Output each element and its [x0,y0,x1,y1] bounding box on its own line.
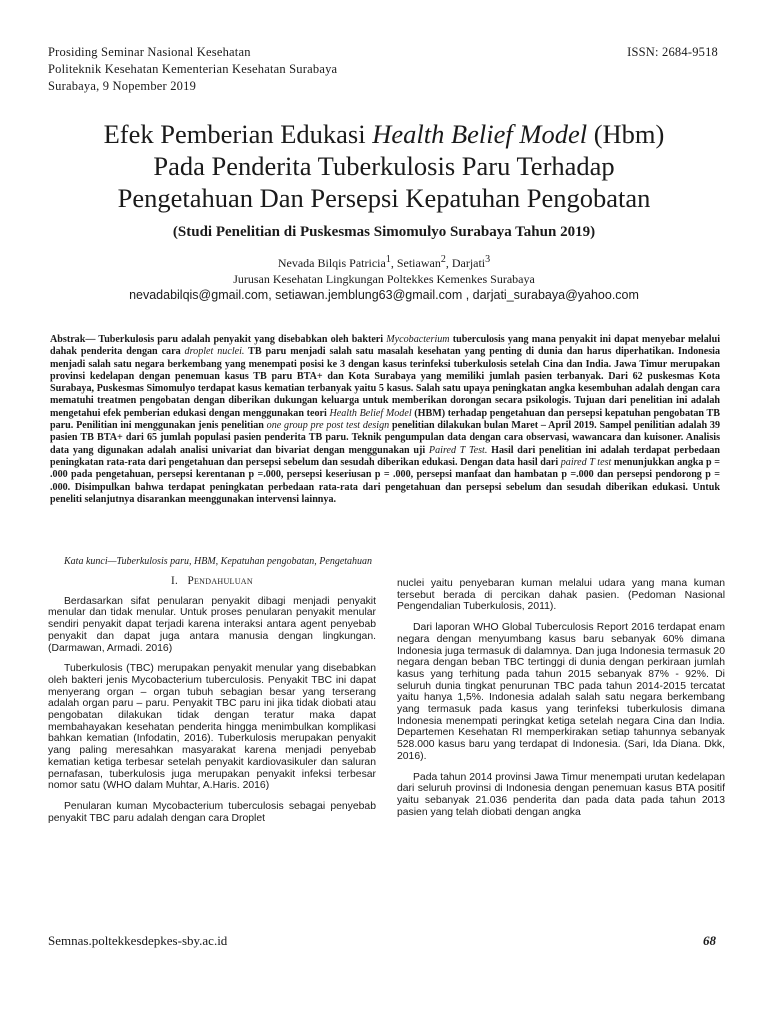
page-footer [48,933,716,949]
body-paragraph: Pada tahun 2014 provinsi Jawa Timur menempati urutan kedelapan dari seluruh provinsi di Indonesia dengan penemuan kasus BTA positif yaitu sebanyak 21.036 penderita dan pada data pada tahun 2013 pasien yang telah diobati dengan angka [397,771,725,818]
title-line: Pada Penderita Tuberkulosis Paru Terhadap [153,151,615,181]
author-names: Nevada Bilqis Patricia$^1$, Setiawan$^2$, Darjati$^3$ [277,254,491,270]
abstract-text: Abstrak— Tuberkulosis paru adalah penyakit yang disebabkan oleh bakteri [50,334,387,345]
abstract-text: menunjukkan angka p = .000 pada pengetahuan, persepsi kerentanan p =.000, persepsi keseriusan p = .000, persepsi manfaat dan hambatan p =.000 dan persepsi pendorong p = .000. Disimpulkan bahwa terdapat peningkatan perbedaan rata-rata dari pengetahuan dan persepsi sebelum dan sesudah diberikan edukasi. Untuk peneliti selanjutnya disarankan meenggunakan intervensi lainnya. [50,456,720,505]
proceedings-date: Surabaya, 9 Nopember 2019 [48,79,197,93]
abstract-italic: one group pre post test design [266,420,390,432]
abstract [50,334,720,506]
keywords: Kata kunci—Tuberkulosis paru, HBM, Kepatuhan pengobatan, Pengetahuan [64,556,373,567]
abstract-text: Hasil dari penelitian ini adalah terdapat perbedaan peningkatan rata-rata dari pengetahuan dan persepsi sebelum dan sesudah diberikan edukasi. Dengan data hasil dari [50,444,720,468]
abstract-italic: paired T test [560,456,612,468]
author-block [40,252,728,303]
author-name: Darjati [451,256,486,270]
abstract-text: TB paru menjadi salah satu masalah kesehatan yang penting di dunia dan harus diperhatikan. Indonesia menjadi salah satu negara berkembang yang menempati posisi ke 3 dengan kasus terinfeksi tuberkulosis setelah Cina dan India. Jawa Timur merupakan provinsi kedelapan dengan penemuan kasus TB paru BTA+ dan Kota Surabaya yang memiliki jumlah pasien terbanyak. Dari 62 puskesmas Kota Surabaya, Puskesmas Simomulyo terdapat kasus kematian terbanyak yaitu 5 kasus. Salah satu upaya peningkatan angka kesembuhan adalah dengan cara mematuhi treatmen pengobatan dengan diberikan dukungan keluarga untuk memberikan dorongan secara psikologis. Tujuan dari penelitian ini adalah mengetahui efek pemberian edukasi dengan menggunakan teori [50,346,720,419]
section-number: I. [171,575,179,587]
body-paragraph: Tuberkulosis (TBC) merupakan penyakit menular yang disebabkan oleh bakteri jenis Mycobacterium tuberculosis. Penyakit TBC ini dapat menyerang organ – organ tubuh sebagian besar yang terserang adalah organ paru – paru. Penyakit TBC paru ini jika tidak diobati atau pengobatan dilakukan tidak dengan teratur maka dapat membahayakan kesehatan penderita hingga menimbulkan komplikasi bahkan kematian (Infodatin, 2016). Tuberkulosis merupakan penyakit yang paling meresahkan masyarakat karena menjadi penyebab kematian ketiga terbesar setelah penyakit kardiovasikuler dan saluran pernafasan, tuberkulosis juga merupakan penyakit infeksi terbesar nomor satu (WHO dalam Muhtar, A.Haris. 2016) [48,663,376,792]
institution-name: Politeknik Kesehatan Kementerian Kesehatan Surabaya [48,62,338,76]
body-paragraph: nuclei yaitu penyebaran kuman melalui udara yang mana kuman tersebut berada di percikan dahak pasien. (Pedoman Nasional Pengendalian Tuberkulosis, 2011). [397,578,725,613]
section-title: Pendahuluan [187,575,253,587]
author-affiliation-mark: 1 [385,254,391,265]
running-header [48,44,718,95]
abstract-italic: Mycobacterium [386,334,450,345]
title-part: (Hbm) [587,119,665,149]
proceedings-name: Prosiding Seminar Nasional Kesehatan [48,45,251,59]
author-affiliation-mark: 2 [440,254,446,265]
abstract-text: (HBM) terhadap pengetahuan dan persepsi kepatuhan pengobatan TB paru. Penilitian ini menggunakan jenis penelitian [50,407,720,432]
abstract-text: penelitian dilakukan bulan Maret – April 2019. Sampel penilitian adalah 39 pasien TB BTA+ dari 65 jumlah populasi pasien penderita TB paru. Teknik pengumpulan data dengan cara observasi, wawancara dan kuisoner. Analisis data yang digunakan adalah analisi univariat dan bivariat dengan menggunakan uji [50,420,720,456]
paper-title [40,118,728,214]
title-italic-part: Health Belief Model [372,119,588,149]
abstract-italic: Health Belief Model [329,407,412,419]
author-name: Nevada Bilqis Patricia [277,256,386,270]
author-emails: nevadabilqis@gmail.com, setiawan.jemblung63@gmail.com , darjati_surabaya@yahoo.com [129,288,639,302]
author-name: Setiawan [396,256,441,270]
paper-subtitle: (Studi Penelitian di Puskesmas Simomulyo Surabaya Tahun 2019) [172,224,596,240]
body-column-left [48,576,376,833]
section-heading [48,576,376,588]
author-affiliation-mark: 3 [485,254,491,265]
body-column-right [397,578,725,827]
issn: ISSN: 2684-9518 [627,45,718,59]
body-paragraph: Dari laporan WHO Global Tuberculosis Report 2016 terdapat enam negara dengan menyumbang kasus baru sebanyak 60% dimana Indonesia juga termasuk di dalamnya. Dan juga Indonesia termasuk 20 negara dengan beban TBC tertinggi di dunia dengan perkiraan jumlah kasus yang terhitung pada tahun 2015 sebanyak 87% - 92%. Di seluruh dunia tingkat penurunan TBC pada tahun 2014-2015 tercatat yaitu hanya 1,5%. Indonesia adalah salah satu negara berkembang yang termasuk pada kasus yang terinfeksi tuberkulosis dimana Indonesia menempati peringkat ketiga setelah negara Cina dan India. Departemen Kesehatan RI memperkirakan setiap tahunnya sebanyak 528.000 kasus baru yang terdapat di Indonesia. (Sari, Ida Diana. Dkk, 2016). [397,622,725,762]
abstract-italic: Paired T Test. [428,444,488,456]
title-line: Pengetahuan Dan Persepsi Kepatuhan Pengobatan [117,183,651,213]
page-number: 68 [703,933,716,948]
body-paragraph: Berdasarkan sifat penularan penyakit dibagi menjadi penyakit menular dan tidak menular. Untuk proses penularan penyakit menular sendiri penyakit dapat terjadi karena interaksi antara agent penyebab penyakit dan dapat juga antara manusia dengan lingkungan. (Darmawan, Armadi. 2016) [48,595,376,654]
footer-website: Semnas.poltekkesdepkes-sby.ac.id [48,933,228,948]
abstract-italic: droplet nuclei. [184,346,245,358]
abstract-text: tuberculosis yang mana penyakit ini dapat menyebar melalui dahak penderita dengan cara [50,334,721,358]
body-paragraph: Penularan kuman Mycobacterium tuberculosis sebagai penyebab penyakit TBC paru adalah dengan cara Droplet [48,800,376,824]
title-part: Efek Pemberian Edukasi [103,119,373,149]
affiliation: Jurusan Kesehatan Lingkungan Poltekkes Kemenkes Surabaya [233,272,535,286]
